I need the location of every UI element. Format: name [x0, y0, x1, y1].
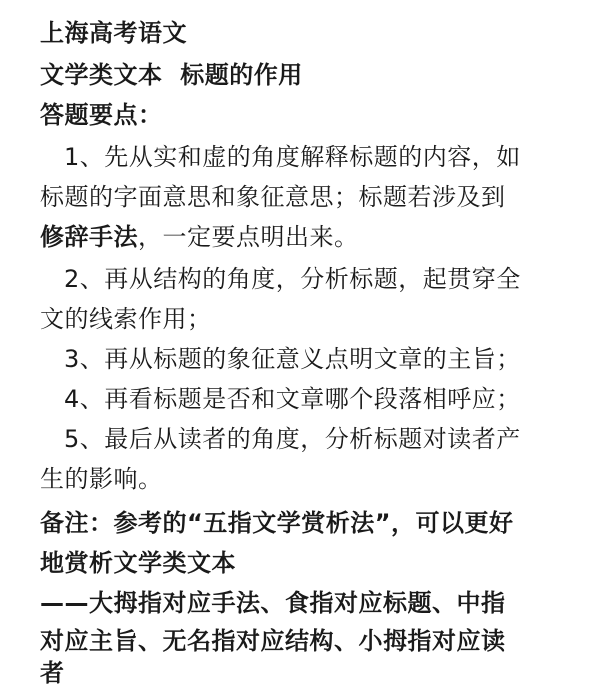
- point-1-emphasis: 修辞手法: [40, 223, 138, 251]
- point-4-line-1: 4、再看标题是否和文章哪个段落相呼应；: [64, 385, 521, 413]
- note-line-3: ——大拇指对应手法、食指对应标题、中指: [40, 589, 506, 617]
- note-line-2: 地赏析文学类文本: [40, 549, 236, 577]
- doc-title: 上海高考语文: [40, 19, 187, 47]
- point-3-line-1: 3、再从标题的象征意义点明文章的主旨；: [64, 345, 521, 373]
- point-1-line-2: 标题的字面意思和象征意思；标题若涉及到: [40, 183, 506, 211]
- point-1-line-3: [40, 222, 359, 252]
- point-1-line-1: 1、先从实和虚的角度解释标题的内容，如: [64, 143, 521, 171]
- point-1-tail: ，一定要点明出来。: [138, 223, 359, 251]
- point-5-line-2: 生的影响。: [40, 465, 163, 493]
- point-2-line-2: 文的线索作用；: [40, 305, 212, 333]
- point-2-line-1: 2、再从结构的角度，分析标题，起贯穿全: [64, 265, 521, 293]
- point-5-line-1: 5、最后从读者的角度，分析标题对读者产: [64, 425, 521, 453]
- section-heading: 答题要点：: [40, 101, 163, 129]
- note-line-4: 对应主旨、无名指对应结构、小拇指对应读: [40, 627, 506, 655]
- doc-subtitle: 文学类文本 标题的作用: [40, 61, 303, 89]
- note-line-5: 者: [40, 659, 65, 687]
- note-line-1: 备注：参考的“五指文学赏析法”，可以更好: [40, 509, 514, 537]
